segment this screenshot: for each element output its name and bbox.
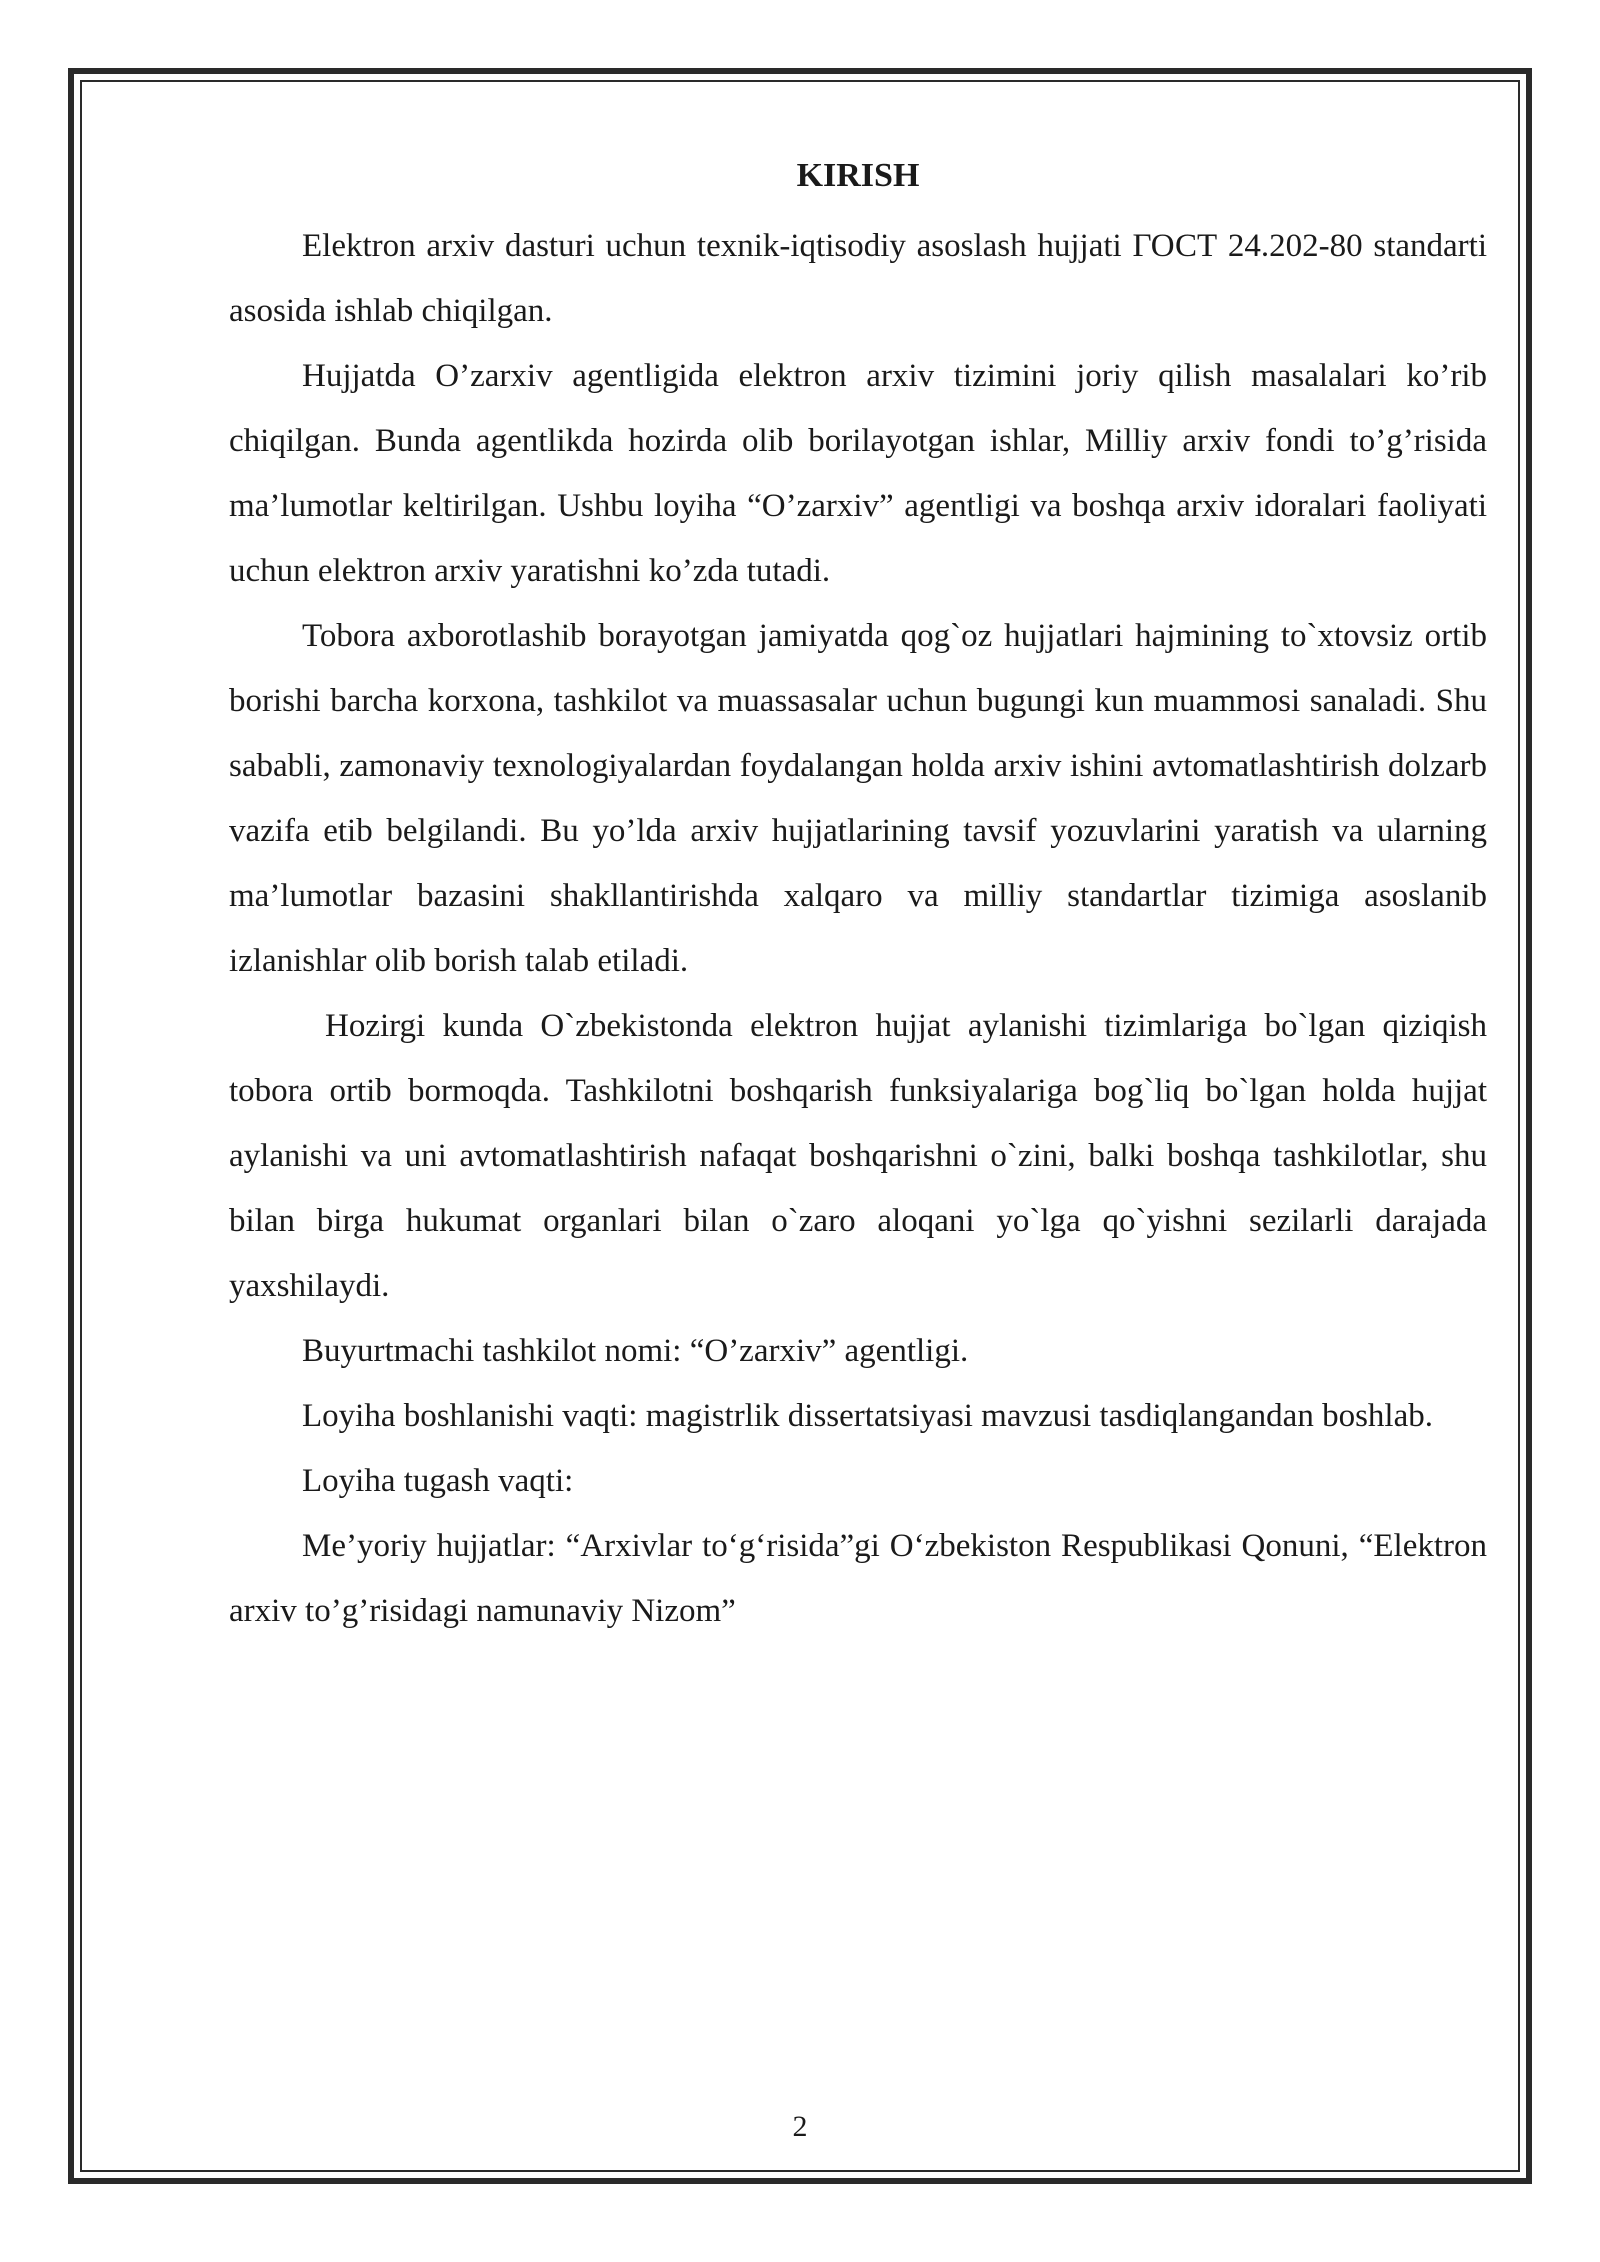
paragraph-project-start: Loyiha boshlanishi vaqti: magistrlik dissertatsiyasi mavzusi tasdiqlangandan boshlab. [302, 1398, 1433, 1434]
paragraph-problem-statement: Tobora axborotlashib borayotgan jamiyatda qog`oz hujjatlari hajmining to`xtovsiz ortib borishi barcha korxona, tashkilot va muassasalar uchun bugungi kun muammosi sanaladi. Shu sababli, zamonaviy texnologiyalardan foydalangan holda arxiv ishini avtomatlashtirish dolzarb vazifa etib belgilandi. Bu yo’lda arxiv hujjatlarining tavsif yozuvlarini yaratish va ularning ma’lumotlar bazasini shakllantirishda xalqaro va milliy standartlar tizimiga asoslanib izlanishlar olib borish talab etiladi. [229, 618, 1487, 979]
document-body [229, 146, 1487, 1644]
paragraph-project-end: Loyiha tugash vaqti: [302, 1463, 574, 1499]
paragraph-current-interest: Hozirgi kunda O`zbekistonda elektron hujjat aylanishi tizimlariga bo`lgan qiziqish tobora ortib bormoqda. Tashkilotni boshqarish funksiyalariga bog`liq bo`lgan holda hujjat aylanishi va uni avtomatlashtirish nafaqat boshqarishni o`zini, balki boshqa tashkilotlar, shu bilan birga hukumat organlari bilan o`zaro aloqani yo`lga qo`yishni sezilarli darajada yaxshilaydi. [229, 1008, 1487, 1304]
paragraph-customer: Buyurtmachi tashkilot nomi: “O’zarxiv” agentligi. [302, 1333, 969, 1369]
page-number: 2 [792, 2110, 808, 2143]
section-heading: KIRISH [796, 157, 920, 194]
paragraph-document-scope: Hujjatda O’zarxiv agentligida elektron arxiv tizimini joriy qilish masalalari ko’rib chiqilgan. Bunda agentlikda hozirda olib borilayotgan ishlar, Milliy arxiv fondi to’g’risida ma’lumotlar keltirilgan. Ushbu loyiha “O’zarxiv” agentligi va boshqa arxiv idoralari faoliyati uchun elektron arxiv yaratishni ko’zda tutadi. [229, 358, 1487, 589]
paragraph-regulations: Me’yoriy hujjatlar: “Arxivlar to‘g‘risida”gi O‘zbekiston Respublikasi Qonuni, “Elektron arxiv to’g’risidagi namunaviy Nizom” [229, 1528, 1487, 1629]
paragraph-intro: Elektron arxiv dasturi uchun texnik-iqtisodiy asoslash hujjati ГОСТ 24.202-80 standarti asosida ishlab chiqilgan. [229, 228, 1487, 329]
